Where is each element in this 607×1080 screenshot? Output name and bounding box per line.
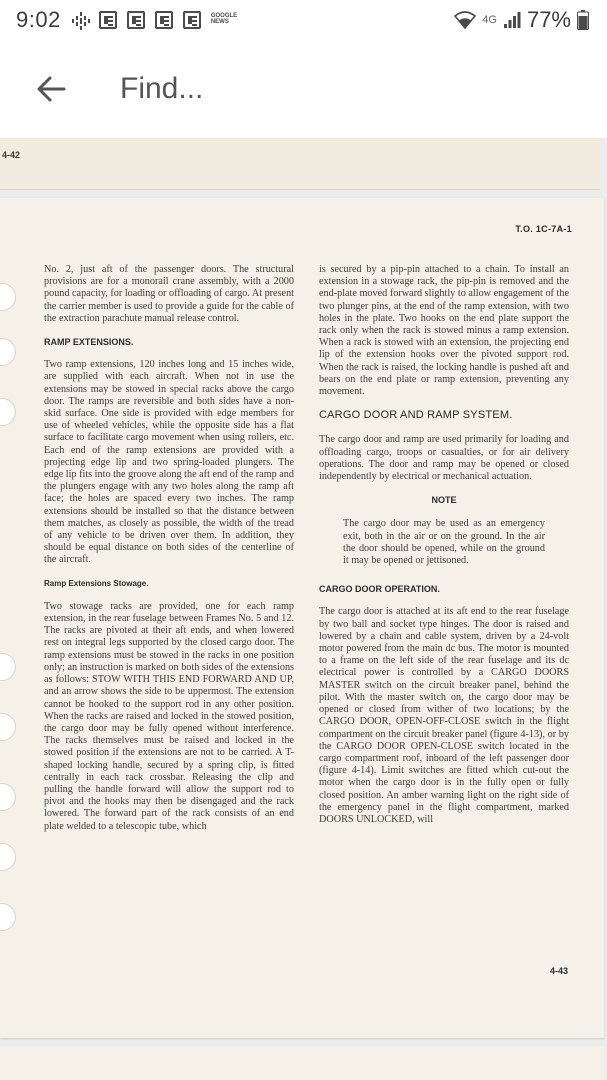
news-icon [155,11,173,29]
podcasts-icon [71,11,89,29]
punch-hole [0,843,16,871]
punch-hole [0,653,16,681]
section-heading: CARGO DOOR AND RAMP SYSTEM. [319,409,513,422]
signal-icon [503,11,521,29]
note-text: The cargo door may be used as an emergency exit, both in the air or on the ground. In the air the door should be opened, while on the ground it may be opened or jettisoned. [343,518,545,567]
section-heading: RAMP EXTENSIONS. [44,337,134,348]
document-page [0,198,604,1038]
previous-page-number: 4-42 [2,150,21,160]
app-bar [0,40,607,138]
status-right [454,7,589,33]
punch-hole [0,283,16,311]
status-left [16,7,238,33]
wifi-icon [454,11,476,29]
paragraph: is secured by a pip-pin attached to a chain. To install an extension in a stowage rack, the pip-pin is removed and the end-plate moved forward slightly to allow engagement of the two plunger pins, at the end of the ramp extension, with two holes in the plate. Two hooks on the end plate support the rack only when the rack is stowed minus a ramp extension. When a rack is stowed with an extension, the projecting end lip of the extension hooks over the pivoted support rod. When the rack is raised, the locking handle is pushed aft and bears on the end plate or ramp extension, preventing any movement. [319,264,569,398]
network-type: 4G [482,14,497,26]
section-heading: CARGO DOOR OPERATION. [319,584,440,595]
news-icon [99,11,117,29]
previous-page [0,138,600,190]
paragraph: Two stowage racks are provided, one for each ramp extension, in the rear fuselage between Frames No. 5 and 12. The racks are pivoted at their aft ends, and when lowered rest on integral legs supported by the closed cargo door. The ramp extensions must be stowed in the racks in one position only; an instruction is marked on both sides of the extensions as follows: STOW WITH THIS END FORWARD AND UP, and an arrow shows the side to be uppermost. The extension cannot be hooked to the support rod in any other position. When the racks are raised and locked in the stowed position, the cargo door may be fully opened without interference. The racks themselves must be raised and locked in the stowed position if the extensions are not to be carried. A T-shaped locking handle, secured by a spring clip, is fitted centrally in each rack crossbar. Releasing the clip and pulling the handle forward will allow the support rod to pivot and the hooks may then be disengaged and the rack lowered. The forward part of the rack consists of an end plate welded to a telescopic tube, which [44,600,294,832]
page-number: 4-43 [549,966,568,976]
battery-icon [577,10,589,30]
arrow-left-icon [36,76,66,102]
paragraph: No. 2, just aft of the passenger doors. The structural provisions are for a monorail crane assembly, with a 2000 pound capacity, for loading or offloading of cargo. At present the carrier member is used to provide a guide for the cable of the extraction parachute manual release control. [44,264,294,324]
punch-hole [0,713,16,741]
news-icon [127,11,145,29]
right-column [319,264,569,837]
paragraph: The cargo door and ramp are used primarily for loading and offloading cargo, troops or casualties, or for air delivery operations. The door and ramp may be opened or closed independently by electrical or mechanical actuation. [319,434,569,483]
punch-hole [0,398,16,426]
page-header: T.O. 1C-7A-1 [515,224,572,234]
punch-hole [0,903,16,931]
subsection-heading: Ramp Extensions Stowage. [44,578,149,588]
punch-hole [0,783,16,811]
punch-hole [0,338,16,366]
find-input[interactable]: Find... [120,72,204,105]
status-time: 9:02 [16,7,61,32]
next-page [0,1046,604,1080]
left-column [44,264,294,844]
note-title: NOTE [431,495,457,506]
status-bar [0,0,607,40]
back-button[interactable] [26,64,76,114]
news-icon [183,11,201,29]
paragraph: The cargo door is attached at its aft end to the rear fuselage by two ball and socket type hinges. The door is raised and lowered by a chain and cable system, driven by a 24-volt motor powered from the main dc bus. The motor is mounted to a frame on the left side of the rear fuselage and its dc electrical power is controlled by a CARGO DOORS MASTER switch on the circuit breaker panel, behind the pilot. With the master switch on, the cargo door may be opened or closed from wither of two locations; by the CARGO DOOR, OPEN-OFF-CLOSE switch in the flight compartment on the circuit breaker panel (figure 4-13), or by the CARGO DOOR OPEN-CLOSE switch located in the cargo compartment roof, inboard of the left passenger door (figure 4-14). Limit switches are fitted which cut-out the motor when the cargo door is in the fully open or fully closed position. An amber warning light on the right side of the emergency panel in the flight compartment, marked DOORS UNLOCKED, will [319,606,569,825]
document-viewer[interactable] [0,138,607,1080]
battery-percent: 77% [526,7,571,32]
google-news-icon: GOOGLE NEWS [210,13,238,25]
paragraph: Two ramp extensions, 120 inches long and 15 inches wide, are supplied with each aircraft. When not in use the extensions may be stowed in special racks above the cargo door. The ramps are reversible and both sides have a non-skid surface. One side is provided with edge members for use of wheeled vehicles, while the opposite side has a flat surface to facilitate cargo movement when using rollers, etc. Each end of the ramp extensions are provided with a projecting edge lip and two spring-loaded plungers. The edge lip fits into the groove along the aft end of the ramp and the plungers engage with any two holes along the ramp aft face; the holes are spaced every two inches. The ramp extensions should be installed so that the distance between them matches, as closely as possible, the width of the tread of any vehicle to be driven over them. In addition, they should be equal distance on both sides of the centerline of the aircraft. [44,359,294,566]
